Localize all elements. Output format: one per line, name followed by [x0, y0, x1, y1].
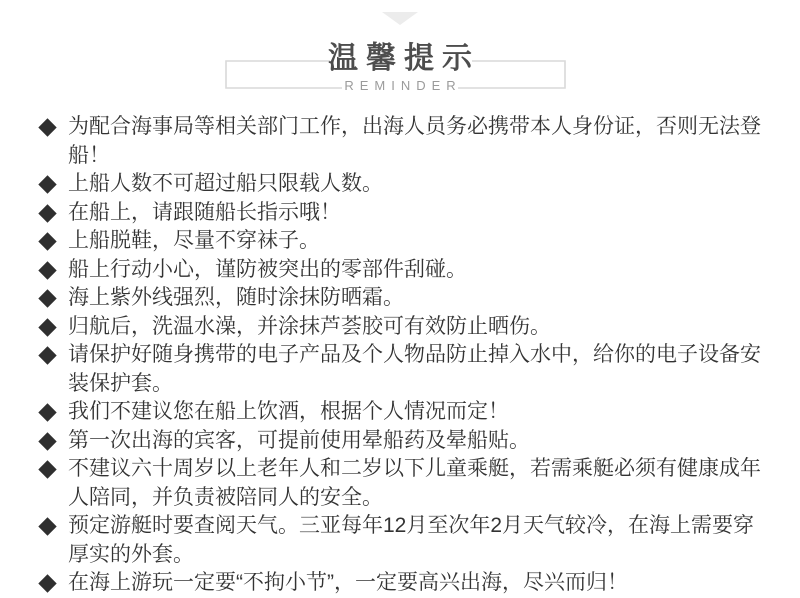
- list-item: [38, 398, 766, 427]
- diamond-bullet-icon: [38, 460, 56, 478]
- page-title: 温馨提示: [328, 42, 480, 75]
- diamond-bullet-icon: [38, 517, 56, 535]
- tip-text: 在海上游玩一定要“不拘小节”，一定要高兴出海，尽兴而归！: [68, 571, 628, 594]
- tip-text: 上船脱鞋，尽量不穿袜子。: [68, 229, 320, 252]
- header: [0, 0, 800, 108]
- tip-text: 预定游艇时要查阅天气。三亚每年12月至次年2月天气较冷，在海上需要穿厚实的外套。: [68, 514, 755, 566]
- tip-text: 为配合海事局等相关部门工作，出海人员务必携带本人身份证，否则无法登船！: [68, 115, 761, 167]
- list-item: [38, 199, 766, 228]
- diamond-bullet-icon: [38, 204, 56, 222]
- list-item: [38, 569, 766, 598]
- tips-list: [0, 108, 800, 598]
- list-item: [38, 113, 766, 170]
- list-item: [38, 256, 766, 285]
- list-item: [38, 284, 766, 313]
- tip-text: 我们不建议您在船上饮酒，根据个人情况而定！: [68, 400, 509, 423]
- tip-text: 在船上，请跟随船长指示哦！: [68, 200, 341, 224]
- tip-text: 归航后，洗温水澡，并涂抹芦荟胶可有效防止晒伤。: [68, 314, 551, 338]
- list-item: [38, 512, 766, 569]
- tip-text: 第一次出海的宾客，可提前使用晕船药及晕船贴。: [68, 428, 530, 452]
- tip-text: 请保护好随身携带的电子产品及个人物品防止掉入水中，给你的电子设备安装保护套。: [68, 343, 761, 395]
- diamond-bullet-icon: [38, 118, 56, 136]
- diamond-bullet-icon: [38, 432, 56, 450]
- diamond-bullet-icon: [38, 318, 56, 336]
- list-item: [38, 427, 766, 456]
- tip-text: 不建议六十周岁以上老年人和二岁以下儿童乘艇，若需乘艇必须有健康成年人陪同，并负责被陪同人的安全。: [68, 457, 761, 509]
- diamond-bullet-icon: [38, 346, 56, 364]
- diamond-bullet-icon: [38, 574, 56, 592]
- diamond-bullet-icon: [38, 232, 56, 250]
- list-item: [38, 455, 766, 512]
- tip-text: 船上行动小心，谨防被突出的零部件刮碰。: [68, 257, 467, 281]
- list-item: [38, 227, 766, 256]
- tip-text: 上船人数不可超过船只限载人数。: [68, 172, 383, 195]
- list-item: [38, 341, 766, 398]
- list-item: [38, 170, 766, 199]
- page-subtitle: REMINDER: [344, 78, 462, 93]
- diamond-bullet-icon: [38, 175, 56, 193]
- tip-text: 海上紫外线强烈，随时涂抹防晒霜。: [68, 286, 404, 309]
- diamond-bullet-icon: [38, 289, 56, 307]
- list-item: [38, 313, 766, 342]
- diamond-bullet-icon: [38, 403, 56, 421]
- diamond-bullet-icon: [38, 261, 56, 279]
